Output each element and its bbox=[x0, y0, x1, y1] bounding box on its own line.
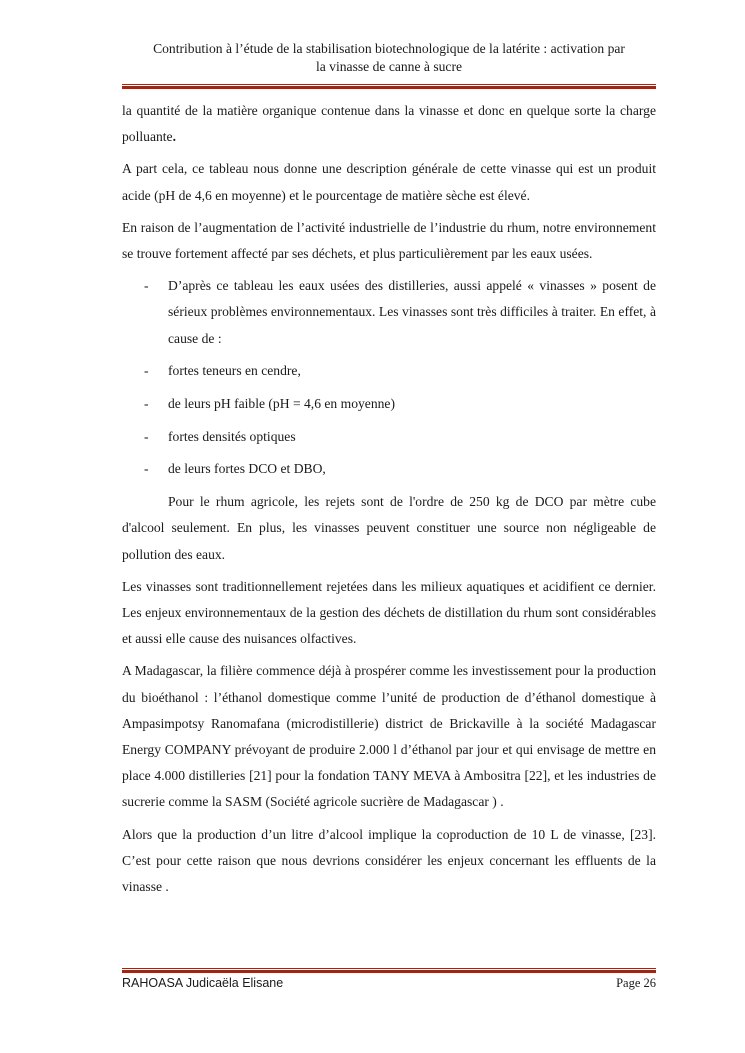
list-item bbox=[122, 391, 656, 417]
list-dash: - bbox=[144, 428, 149, 444]
list-dash: - bbox=[144, 278, 149, 294]
footer-author: RAHOASA Judicaëla Elisane bbox=[122, 976, 284, 990]
list-dash: - bbox=[144, 461, 149, 477]
dash-list bbox=[122, 273, 656, 482]
paragraph-1 bbox=[122, 98, 656, 150]
list-item-text: D’après ce tableau les eaux usées des distilleries, aussi appelé « vinasses » posent de sérieux problèmes environnementaux. Les vinasses sont très difficiles à traiter. En effet, à cause de : bbox=[168, 278, 656, 346]
list-item bbox=[122, 273, 656, 352]
list-dash: - bbox=[144, 363, 149, 379]
paragraph-3: En raison de l’augmentation de l’activité industrielle de l’industrie du rhum, notre environnement se trouve fortement affecté par ses déchets, et plus particulièrement par les eaux usées. bbox=[122, 219, 656, 262]
footer-rule-thin bbox=[122, 968, 656, 969]
paragraph-1-period: . bbox=[172, 129, 176, 145]
header-rule-thick bbox=[122, 86, 656, 89]
paragraph-4: Pour le rhum agricole, les rejets sont de l'ordre de 250 kg de DCO par mètre cube d'alcool seulement. En plus, les vinasses peuvent constituer une source non négligeable de pollution des eaux. bbox=[122, 494, 656, 562]
header-title-line2: la vinasse de canne à sucre bbox=[315, 59, 463, 74]
paragraph-7: Alors que la production d’un litre d’alcool implique la coproduction de 10 L de vinasse, [23]. C’est pour cette raison que nous devrions considérer les enjeux concernant les effluents de la vinasse . bbox=[122, 826, 656, 894]
list-item bbox=[122, 424, 656, 450]
list-dash: - bbox=[144, 396, 149, 412]
list-item bbox=[122, 456, 656, 482]
header-rule bbox=[122, 84, 656, 89]
list-item-text: fortes densités optiques bbox=[168, 428, 296, 444]
paragraph-6: A Madagascar, la filière commence déjà à prospérer comme les investissement pour la production du bioéthanol : l’éthanol domestique comme l’unité de production de d’éthanol domestique à Ampasimpotsy Ranomafana (microdistillerie) district de Brickaville à la société Madagascar Energy COMPANY prévoyant de produire 2.000 l d’éthanol par jour et qui envisage de mettre en place 4.000 distilleries [21] pour la fondation TANY MEVA à Ambositra [22], et les industries de sucrerie comme la SASM (Société agricole sucrière de Madagascar ) . bbox=[122, 663, 656, 810]
paragraph-5: Les vinasses sont traditionnellement rejetées dans les milieux aquatiques et acidifient ce dernier. Les enjeux environnementaux de la gestion des déchets de distillation du rhum sont considérables et aussi elle cause des nuisances olfactives. bbox=[122, 578, 656, 647]
header-title-line1: Contribution à l’étude de la stabilisation biotechnologique de la latérite : activation par bbox=[153, 41, 625, 56]
paragraph-2: A part cela, ce tableau nous donne une description générale de cette vinasse qui est un produit acide (pH de 4,6 en moyenne) et le pourcentage de matière sèche est élevé. bbox=[122, 161, 656, 203]
list-item-text: fortes teneurs en cendre, bbox=[168, 363, 301, 379]
page-body bbox=[122, 98, 656, 906]
footer-rule bbox=[122, 968, 656, 973]
running-header bbox=[122, 40, 656, 76]
page-number: Page 26 bbox=[616, 976, 656, 990]
header-rule-thin bbox=[122, 84, 656, 85]
list-item bbox=[122, 358, 656, 384]
paragraph-1-text: la quantité de la matière organique contenue dans la vinasse et donc en quelque sorte la charge polluante bbox=[122, 103, 656, 145]
list-item-text: de leurs pH faible (pH = 4,6 en moyenne) bbox=[168, 396, 395, 412]
list-item-text: de leurs fortes DCO et DBO, bbox=[168, 461, 326, 477]
footer-rule-thick bbox=[122, 970, 656, 973]
